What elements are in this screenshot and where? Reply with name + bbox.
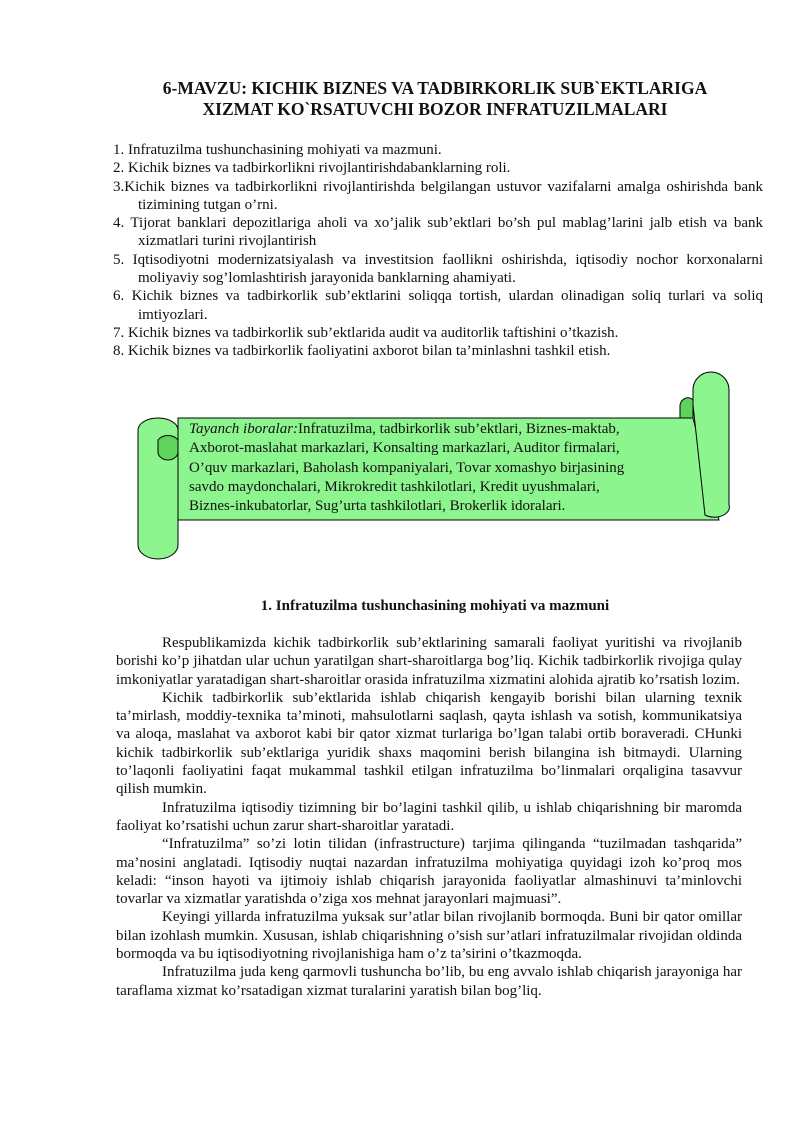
keywords-line: Axborot-maslahat markazlari, Konsalting markazlari, Auditor firmalari, (189, 440, 620, 457)
outline-item: 4. Tijorat banklari depozitlariga aholi va xo’jalik sub’ektlari bo’sh pul mablag’larini jalb etish va bank xizmatlari turini rivojlantirish (113, 215, 763, 250)
keywords-line-1 (189, 420, 679, 439)
outline-item: 5. Iqtisodiyotni modernizatsiyalash va investitsion faollikni oshirishda, iqtisodiy nochor korxonalarni moliyaviy sog’lomlashtirish jarayonida banklarning ahamiyati. (113, 251, 763, 287)
paragraph: Keyingi yillarda infratuzilma yuksak sur’atlar bilan rivojlanib bormoqda. Buni bir qator omillar bilan izohlash mumkin. Xususan, ishlab chiqarishning o’sish sur’atlari infratuzilmalar rivojidan oldinda bormoqda va bu iqtisodiyotning rivojlanishiga ham o’z ta’sirini o’tkazmoqda. (116, 909, 742, 963)
outline-item: 8. Kichik biznes va tadbirkorlik faoliyatini axborot bilan ta’minlashni tashkil etish. (113, 343, 611, 360)
section-heading: 1. Infratuzilma tushunchasining mohiyati va mazmuni (260, 598, 610, 614)
title-line-2: XIZMAT KO`RSATUVCHI BOZOR INFRATUZILMALARI (202, 99, 668, 119)
outline-item: 7. Kichik biznes va tadbirkorlik sub’ektlarida audit va auditorlik taftishini o’tkazish. (113, 324, 619, 341)
scroll-left-roll-curl (158, 436, 178, 460)
outline-item: 3.Kichik biznes va tadbirkorlikni rivojlantirishda belgilangan ustuvor vazifalarni amalga oshirishda bank tizimining tutgan o’rni. (113, 178, 763, 213)
keywords-label: Tayanch iboralar: (189, 421, 299, 437)
paragraph: Infratuzilma iqtisodiy tizimning bir bo’lagini tashkil qilib, u ishlab chiqarishning bir maromda faoliyat ko’rsatishi uchun zarur shart-sharoitlar yaratadi. (116, 799, 742, 834)
paragraph: Kichik tadbirkorlik sub’ektlarida ishlab chiqarish kengayib borishi bilan ularning texnik ta’mirlash, moddiy-texnika ta’minoti, mahsulotlarni saqlash, qayta ishlash va sotish, kommunikatsiya va aloqa, maslahat va axborot kabi bir qator xizmat turlariga bo’lgan talabi ortib boraveradi. CHunki kichik tadbirkorlik sub’ektlariga yuridik shaxs maqomini berish bilangina ish bitmaydi. Ularning to’laqonli faoliyatini faqat mukammal tashkil etilgan infratuzilma bo’linmalari orqaligina tasavvur qilish mumkin. (116, 689, 742, 798)
outline-item: 1. Infratuzilma tushunchasining mohiyati va mazmuni. (113, 142, 442, 158)
keywords-line: O’quv markazlari, Baholash kompaniyalari, Tovar xomashyo birjasining (189, 459, 625, 476)
title-line-1: 6-MAVZU: KICHIK BIZNES VA TADBIRKORLIK SUB`EKTLARIGA (162, 78, 708, 98)
keywords-box (189, 420, 679, 516)
outline-item: 2. Kichik biznes va tadbirkorlikni rivojlantirishdabanklarning roli. (113, 160, 511, 177)
paragraph: “Infratuzilma” so’zi lotin tilidan (infrastructure) tarjima qilinganda “tuzilmadan tashqarida” ma’nosini anglatadi. Iqtisodiy nuqtai nazardan infratuzilma mohiyatiga quyidagi izoh ko’proq mos keladi: “inson hayoti va ijtimoiy ishlab chiqarish jarayonida faoliyatlar almashinuvi ta’minlovchi tovarlar va xizmatlar yaratishda o’ziga xos mehnat jarayonlari majmuasi”. (116, 836, 742, 908)
outline-item: 6. Kichik biznes va tadbirkorlik sub’ektlarini soliqqa tortish, ulardan olinadigan soliq turlari va soliq imtiyozlari. (113, 288, 763, 323)
keywords-line: Biznes-inkubatorlar, Sug’urta tashkilotlari, Brokerlik idoralari. (189, 498, 566, 515)
scroll-top-roll-curl (680, 398, 693, 418)
paragraph: Infratuzilma juda keng qarmovli tushuncha bo’lib, bu eng avvalo ishlab chiqarish jarayoniga har taraflama xizmat ko’rsatadigan xizmat turalarini yaratish bilan bog’liq. (116, 964, 742, 999)
paragraph: Respublikamizda kichik tadbirkorlik sub’ektlarining samarali faoliyat yuritishi va rivojlanib borishi ko’p jihatdan ular uchun yaratilgan shart-sharoitlarga bog’liq. Kichik tadbirkorlik rivojiga qulay imkoniyatlar yaratadigan shart-sharoitlar orasida infratuzilma xizmatini alohida ajratib ko’rsatish lozim. (116, 635, 742, 688)
keywords-line: savdo maydonchalari, Mikrokredit tashkilotlari, Kredit uyushmalari, (189, 478, 600, 495)
keywords-text: Infratuzilma, tadbirkorlik sub’ektlari, Biznes-maktab, (298, 421, 620, 437)
body-text (116, 634, 742, 1000)
